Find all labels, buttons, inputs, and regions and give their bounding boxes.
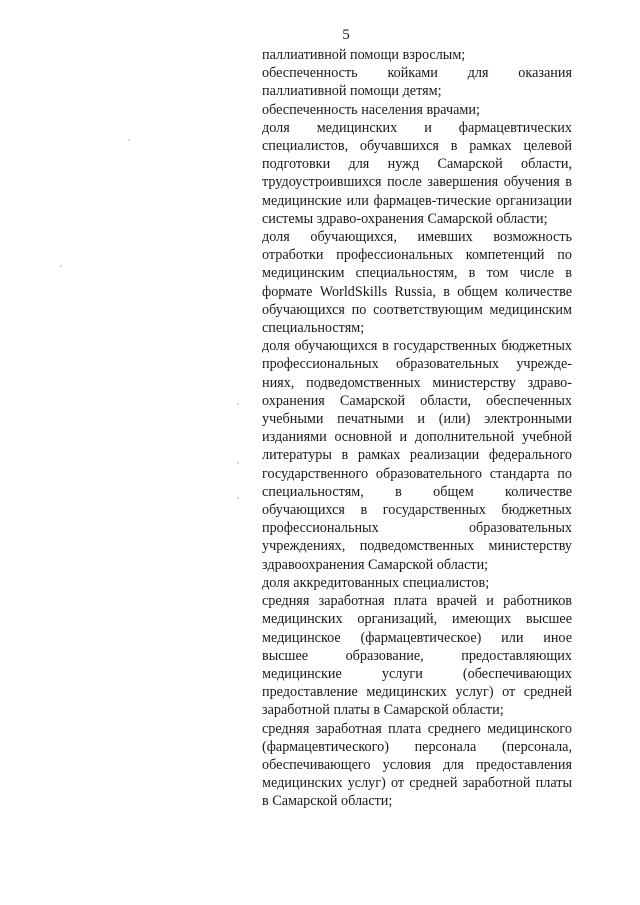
text-column	[262, 46, 572, 811]
scan-speck	[237, 497, 239, 499]
paragraph-6: доля обучающихся в государственных бюджетных профессиональных образовательных учрежде-ниях, подведомственных министерству здраво-охранения Самарской области, обеспеченных учебными печатными и (или) электронными изданиями основной и дополнительной учебной литературы в рамках реализации федерального государственного образовательного стандарта по специальностям, в общем количестве обучающихся в государственных бюджетных профессиональных образовательных учреждениях, подведомственных министерству здравоохранения Самарской области;	[262, 338, 572, 573]
paragraph-8: средняя заработная плата врачей и работников медицинских организаций, имеющих высшее медицинское (фармацевтическое) или иное высшее образование, предоставляющих медицинские услуги (обеспечивающих предоставление медицинских услуг) от средней заработной платы в Самарской области;	[262, 593, 572, 719]
page-number-text: 5	[342, 27, 350, 43]
scan-speck	[237, 462, 239, 464]
paragraph-5: доля обучающихся, имевших возможность отработки профессиональных компетенций по медицинским специальностям, в том числе в формате WorldSkills Russia, в общем количестве обучающихся по соответствующим медицинским специальностям;	[262, 229, 572, 337]
paragraph-3: обеспеченность населения врачами;	[262, 101, 480, 118]
paragraph-1: паллиативной помощи взрослым;	[262, 47, 466, 63]
scan-speck	[60, 265, 62, 267]
paragraph-4: доля медицинских и фармацевтических специалистов, обучавшихся в рамках целевой подготовки для нужд Самарской области, трудоустроившихся после завершения обучения в медицинские или фармацев-тические организации системы здраво-охранения Самарской области;	[262, 119, 572, 227]
page-number	[52, 26, 640, 44]
paragraph-7: доля аккредитованных специалистов;	[262, 574, 490, 591]
paragraph-9: средняя заработная плата среднего медицинского (фармацевтического) персонала (персонала, обеспечивающего условия для предоставления медицинских услуг) от средней заработной платы в Самарской области;	[262, 720, 572, 810]
paragraph-2: обеспеченность койками для оказания паллиативной помощи детям;	[262, 65, 572, 100]
scan-speck	[128, 139, 130, 141]
scan-speck	[237, 403, 239, 405]
